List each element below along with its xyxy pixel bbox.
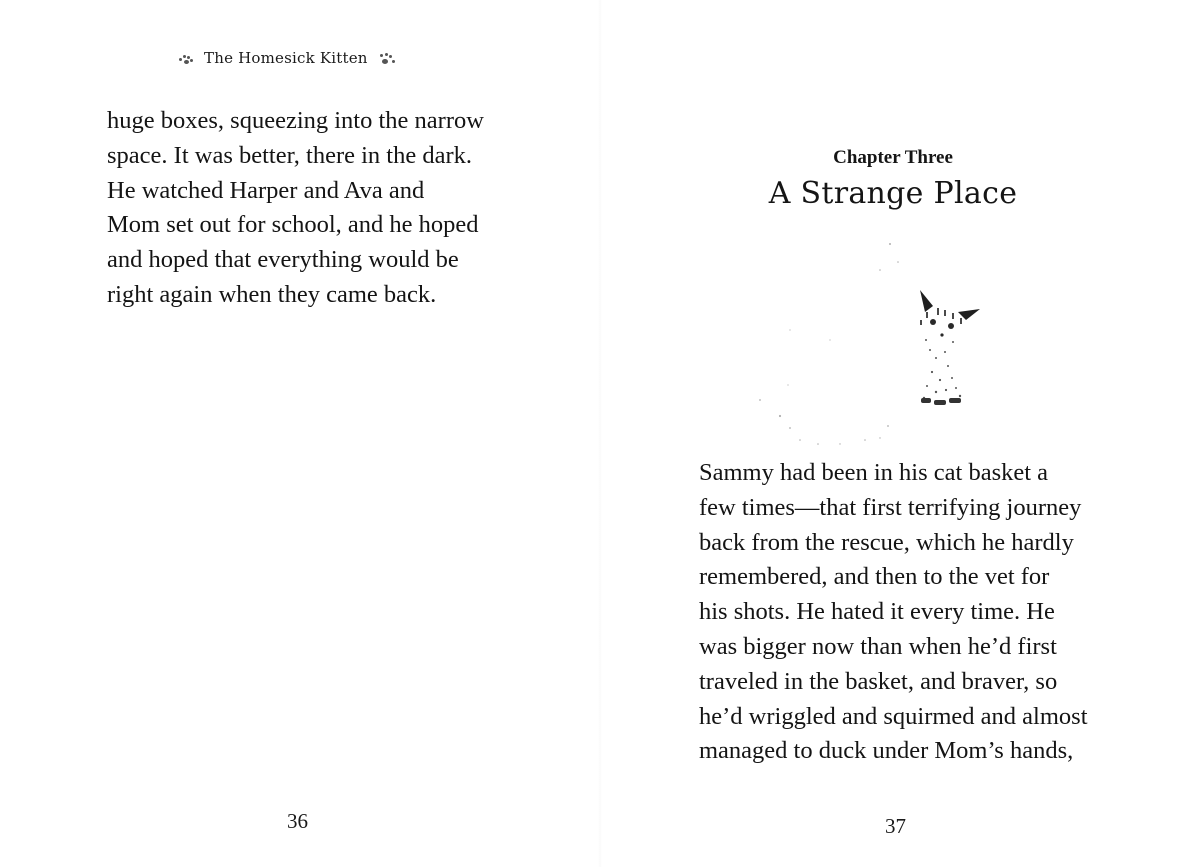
- paw-print-icon: [376, 51, 396, 65]
- chapter-label: Chapter Three: [833, 147, 953, 168]
- right-page-body-text: [699, 456, 1088, 769]
- kitten-illustration-icon: [740, 240, 1020, 450]
- left-page-body-text: [107, 104, 484, 313]
- text-line: traveled in the basket, and braver, so: [699, 667, 1058, 695]
- page-number-right: 37: [885, 814, 906, 838]
- text-line: remembered, and then to the vet for: [699, 563, 1050, 591]
- running-head-title: The Homesick Kitten: [204, 49, 368, 67]
- text-line: and hoped that everything would be: [107, 246, 459, 274]
- text-line: he’d wriggled and squirmed and almost: [699, 702, 1088, 730]
- chapter-title: A Strange Place: [768, 176, 1018, 211]
- running-head: [176, 46, 396, 70]
- paw-print-icon: [176, 51, 196, 65]
- text-line: Sammy had been in his cat basket a: [699, 459, 1049, 486]
- text-line: managed to duck under Mom’s hands,: [699, 737, 1074, 765]
- text-line: huge boxes, squeezing into the narrow: [107, 107, 484, 134]
- text-line: back from the rescue, which he hardly: [699, 528, 1074, 556]
- text-line: Mom set out for school, and he hoped: [107, 211, 479, 239]
- text-line: was bigger now than when he’d first: [699, 632, 1057, 660]
- text-line: space. It was better, there in the dark.: [107, 141, 472, 169]
- text-line: few times—that first terrifying journey: [699, 493, 1082, 521]
- text-line: He watched Harper and Ava and: [107, 176, 425, 204]
- text-line: right again when they came back.: [107, 280, 437, 308]
- page-number-left: 36: [287, 809, 308, 833]
- text-line: his shots. He hated it every time. He: [699, 598, 1055, 626]
